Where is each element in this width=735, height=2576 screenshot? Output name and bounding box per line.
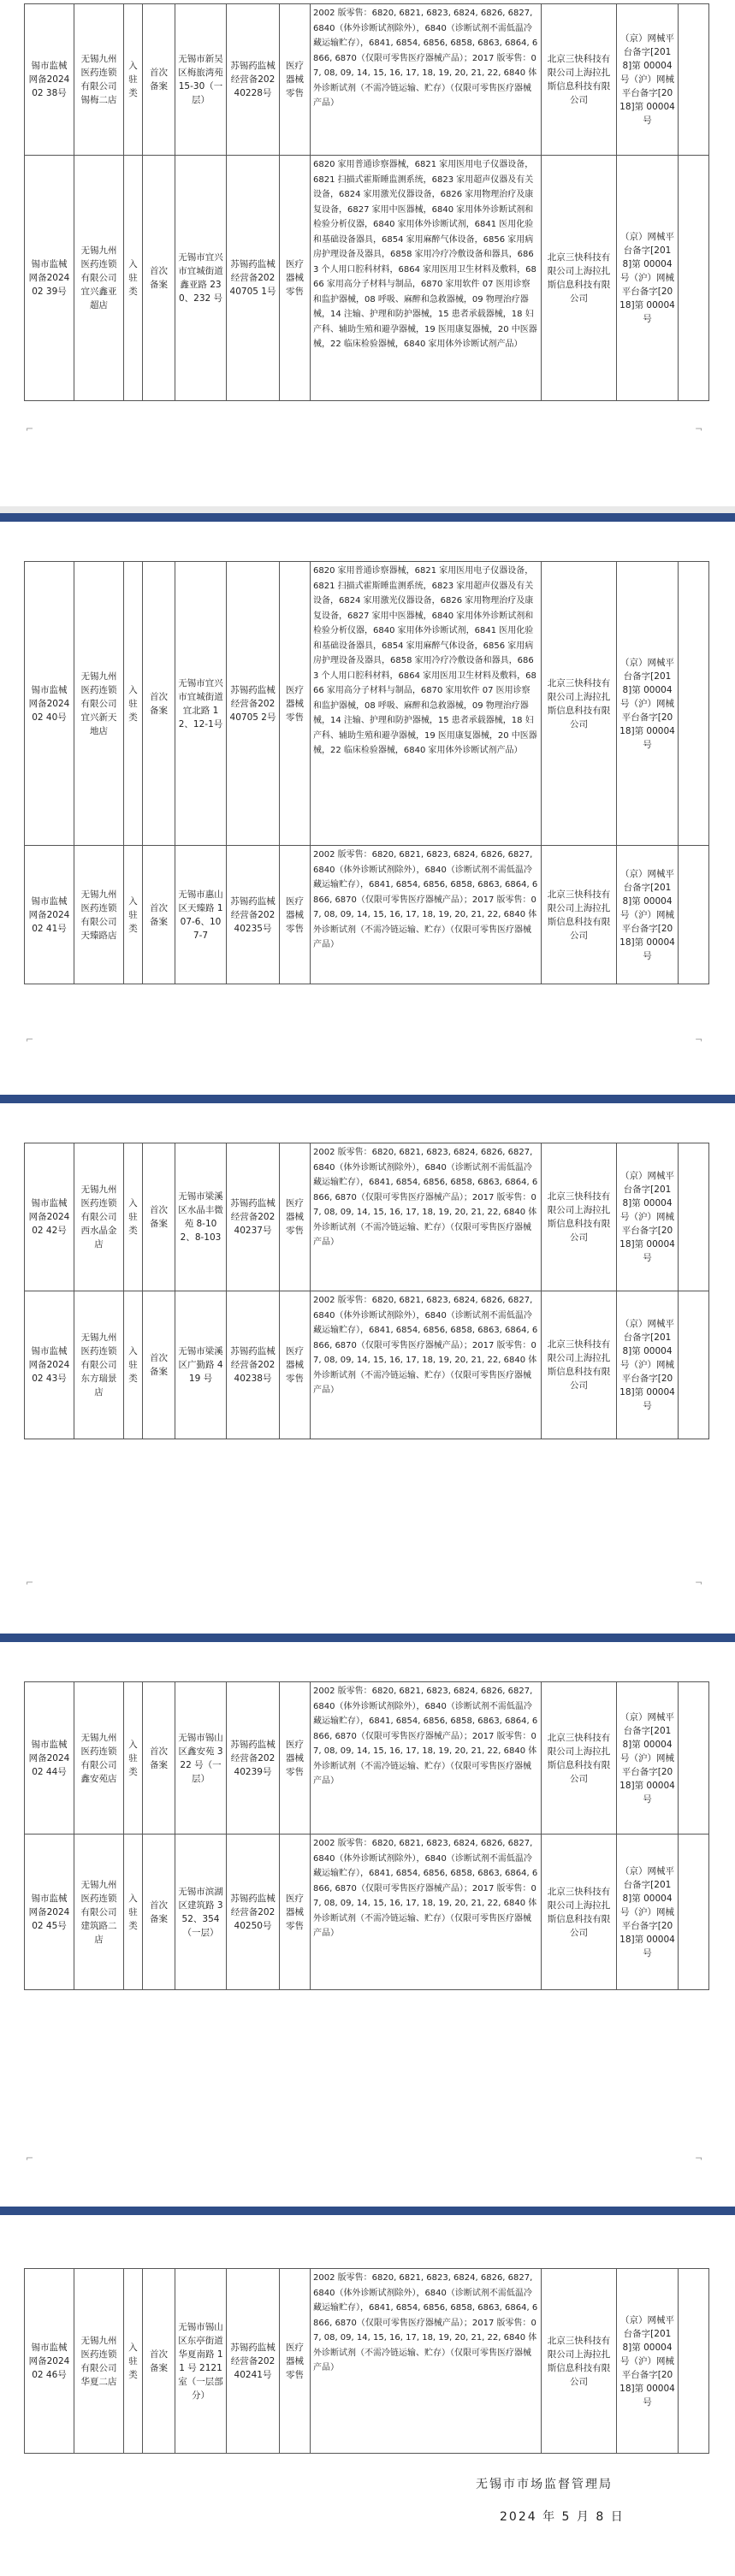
page-separator: [0, 2207, 735, 2215]
cell-org-no: 锡市监械网备202402 46号: [25, 2269, 74, 2454]
cell-item: 医疗器械零售: [280, 4, 311, 156]
page-separator: [0, 513, 735, 522]
corner-mark-right: ¬: [695, 423, 703, 434]
cell-scope: 2002 版零售：6820, 6821, 6823, 6824, 6826, 6827, 6840（体外诊断试剂除外），6840（诊断试剂不需低温冷藏运输贮存），6841, 6854, 6856, 6858, 6863, 6864, 6866, 6870（仅限可零售医疗器械产品）；2017 版零售：07, 08, 09, 14, 15, 16, 17, 18, 19, 20, 21, 22, 6840 体外诊断试剂（不需冷链运输、贮存）（仅限可零售医疗器械产品）: [311, 1682, 542, 1835]
cell-platform: 北京三快科技有限公司上海拉扎斯信息科技有限公司: [542, 4, 617, 156]
cell-category: 入驻类: [124, 1835, 143, 1990]
cell-company: 无锡九州医药连锁有限公司宜兴新天地店: [74, 562, 124, 846]
cell-record-no: 苏锡药监械经营备20240705 1号: [227, 156, 280, 401]
document-page-5: [0, 2215, 735, 2576]
cell-scope: 2002 版零售：6820, 6821, 6823, 6824, 6826, 6827, 6840（体外诊断试剂除外），6840（诊断试剂不需低温冷藏运输贮存），6841, 6854, 6856, 6858, 6863, 6864, 6866, 6870（仅限可零售医疗器械产品）；2017 版零售：07, 08, 09, 14, 15, 16, 17, 18, 19, 20, 21, 22, 6840 体外诊断试剂（不需冷链运输、贮存）（仅限可零售医疗器械产品）: [311, 4, 542, 156]
registration-table-page-4: [24, 1681, 709, 1990]
cell-platform: 北京三快科技有限公司上海拉扎斯信息科技有限公司: [542, 1291, 617, 1439]
cell-org-no: 锡市监械网备202402 38号: [25, 4, 74, 156]
document-page-3: [0, 1103, 735, 1634]
cell-record-no: 苏锡药监械经营备20240235号: [227, 846, 280, 984]
cell-platform: 北京三快科技有限公司上海拉扎斯信息科技有限公司: [542, 562, 617, 846]
cell-address: 无锡市梁溪区广勤路 419 号: [175, 1291, 227, 1439]
cell-blank: [679, 2269, 709, 2454]
cell-category: 入驻类: [124, 846, 143, 984]
cell-type: 首次备案: [143, 1143, 175, 1291]
cell-address: 无锡市宜兴市宜城街道宜北路 12、12-1号: [175, 562, 227, 846]
cell-company: 无锡九州医药连锁有限公司宜兴鑫亚超店: [74, 156, 124, 401]
registration-table-page-2: [24, 561, 709, 984]
cell-category: 入驻类: [124, 562, 143, 846]
corner-mark-right: ¬: [695, 2153, 703, 2164]
cell-platform-no: （京）网械平台备字[2018]第 00004 号（沪）网械平台备字[2018]第 00004 号: [617, 1143, 679, 1291]
cell-record-no: 苏锡药监械经营备20240228号: [227, 4, 280, 156]
cell-company: 无锡九州医药连锁有限公司东方瑞景店: [74, 1291, 124, 1439]
cell-type: 首次备案: [143, 1682, 175, 1835]
corner-mark-right: ¬: [695, 1034, 703, 1045]
issue-date: 2024 年 5 月 8 日: [500, 2510, 625, 2524]
cell-type: 首次备案: [143, 2269, 175, 2454]
cell-org-no: 锡市监械网备202402 40号: [25, 562, 74, 846]
cell-scope: 2002 版零售：6820, 6821, 6823, 6824, 6826, 6827, 6840（体外诊断试剂除外），6840（诊断试剂不需低温冷藏运输贮存），6841, 6854, 6856, 6858, 6863, 6864, 6866, 6870（仅限可零售医疗器械产品）；2017 版零售：07, 08, 09, 14, 15, 16, 17, 18, 19, 20, 21, 22, 6840 体外诊断试剂（不需冷链运输、贮存）（仅限可零售医疗器械产品）: [311, 1143, 542, 1291]
cell-type: 首次备案: [143, 1291, 175, 1439]
cell-scope: 6820 家用普通诊察器械，6821 家用医用电子仪器设备，6821 扫描式霍斯睡监测系统，6823 家用超声仪器及有关设备，6824 家用激光仪器设备，6826 家用物理治疗及康复设备，6827 家用中医器械，6840 家用体外诊断试剂和检验分析仪器，6840 家用体外诊断试剂，6841 医用化验和基础设备器具，6854 家用麻醉气体设备，6856 家用病房护理设备及器具，6858 家用冷疗冷敷设备和器具，6863 个人用口腔科材料，6864 家用医用卫生材料及敷料，6866 家用高分子材料与制品，6870 家用软件 07 医用诊察和监护器械，08 呼吸、麻醉和急救器械，09 物理治疗器械，14 注输、护理和防护器械，15 患者承载器械，18 妇产科、辅助生殖和避孕器械，19 医用康复器械，20 中医器械，22 临床检验器械，6840 家用体外诊断试剂产品）: [311, 562, 542, 846]
cell-org-no: 锡市监械网备202402 42号: [25, 1143, 74, 1291]
corner-mark-left: ⌐: [26, 423, 34, 434]
cell-category: 入驻类: [124, 156, 143, 401]
document-page-2: [0, 522, 735, 1095]
cell-record-no: 苏锡药监械经营备20240237号: [227, 1143, 280, 1291]
cell-item: 医疗器械零售: [280, 562, 311, 846]
table-row: [25, 4, 709, 156]
cell-scope: 2002 版零售：6820, 6821, 6823, 6824, 6826, 6827, 6840（体外诊断试剂除外），6840（诊断试剂不需低温冷藏运输贮存），6841, 6854, 6856, 6858, 6863, 6864, 6866, 6870（仅限可零售医疗器械产品）；2017 版零售：07, 08, 09, 14, 15, 16, 17, 18, 19, 20, 21, 22, 6840 体外诊断试剂（不需冷链运输、贮存）（仅限可零售医疗器械产品）: [311, 846, 542, 984]
cell-scope: 2002 版零售：6820, 6821, 6823, 6824, 6826, 6827, 6840（体外诊断试剂除外），6840（诊断试剂不需低温冷藏运输贮存），6841, 6854, 6856, 6858, 6863, 6864, 6866, 6870（仅限可零售医疗器械产品）；2017 版零售：07, 08, 09, 14, 15, 16, 17, 18, 19, 20, 21, 22, 6840 体外诊断试剂（不需冷链运输、贮存）（仅限可零售医疗器械产品）: [311, 2269, 542, 2454]
cell-company: 无锡九州医药连锁有限公司西水晶金店: [74, 1143, 124, 1291]
table-row: [25, 562, 709, 846]
cell-address: 无锡市梁溪区水晶丰微苑 8-102、8-103: [175, 1143, 227, 1291]
cell-platform-no: （京）网械平台备字[2018]第 00004 号（沪）网械平台备字[2018]第 00004 号: [617, 1835, 679, 1990]
cell-platform-no: （京）网械平台备字[2018]第 00004 号（沪）网械平台备字[2018]第 00004 号: [617, 846, 679, 984]
cell-record-no: 苏锡药监械经营备20240238号: [227, 1291, 280, 1439]
cell-category: 入驻类: [124, 1143, 143, 1291]
cell-scope: 2002 版零售：6820, 6821, 6823, 6824, 6826, 6827, 6840（体外诊断试剂除外），6840（诊断试剂不需低温冷藏运输贮存），6841, 6854, 6856, 6858, 6863, 6864, 6866, 6870（仅限可零售医疗器械产品）；2017 版零售：07, 08, 09, 14, 15, 16, 17, 18, 19, 20, 21, 22, 6840 体外诊断试剂（不需冷链运输、贮存）（仅限可零售医疗器械产品）: [311, 1291, 542, 1439]
cell-platform: 北京三快科技有限公司上海拉扎斯信息科技有限公司: [542, 1682, 617, 1835]
cell-type: 首次备案: [143, 846, 175, 984]
table-row: [25, 1682, 709, 1835]
cell-platform-no: （京）网械平台备字[2018]第 00004 号（沪）网械平台备字[2018]第 00004 号: [617, 156, 679, 401]
cell-blank: [679, 1835, 709, 1990]
document-page-4: [0, 1642, 735, 2207]
cell-platform: 北京三快科技有限公司上海拉扎斯信息科技有限公司: [542, 1835, 617, 1990]
cell-category: 入驻类: [124, 2269, 143, 2454]
table-row: [25, 1143, 709, 1291]
cell-platform: 北京三快科技有限公司上海拉扎斯信息科技有限公司: [542, 2269, 617, 2454]
cell-org-no: 锡市监械网备202402 41号: [25, 846, 74, 984]
cell-company: 无锡九州医药连锁有限公司建筑路二店: [74, 1835, 124, 1990]
cell-blank: [679, 562, 709, 846]
cell-address: 无锡市锡山区鑫安苑 322 号（一层）: [175, 1682, 227, 1835]
cell-item: 医疗器械零售: [280, 1835, 311, 1990]
cell-org-no: 锡市监械网备202402 39号: [25, 156, 74, 401]
cell-category: 入驻类: [124, 4, 143, 156]
cell-item: 医疗器械零售: [280, 1682, 311, 1835]
cell-platform: 北京三快科技有限公司上海拉扎斯信息科技有限公司: [542, 1143, 617, 1291]
registration-table-page-5: [24, 2268, 709, 2454]
cell-category: 入驻类: [124, 1291, 143, 1439]
cell-type: 首次备案: [143, 156, 175, 401]
cell-type: 首次备案: [143, 562, 175, 846]
cell-record-no: 苏锡药监械经营备20240241号: [227, 2269, 280, 2454]
cell-category: 入驻类: [124, 1682, 143, 1835]
cell-company: 无锡九州医药连锁有限公司鑫安苑店: [74, 1682, 124, 1835]
page-separator: [0, 1634, 735, 1642]
cell-record-no: 苏锡药监械经营备20240250号: [227, 1835, 280, 1990]
table-row: [25, 846, 709, 984]
corner-mark-left: ⌐: [26, 1034, 34, 1045]
cell-item: 医疗器械零售: [280, 2269, 311, 2454]
cell-org-no: 锡市监械网备202402 44号: [25, 1682, 74, 1835]
registration-table-page-1: [24, 3, 709, 401]
cell-blank: [679, 1682, 709, 1835]
cell-item: 医疗器械零售: [280, 846, 311, 984]
cell-address: 无锡市惠山区天臻路 107-6、107-7: [175, 846, 227, 984]
cell-blank: [679, 1291, 709, 1439]
cell-record-no: 苏锡药监械经营备20240239号: [227, 1682, 280, 1835]
cell-company: 无锡九州医药连锁有限公司锡梅二店: [74, 4, 124, 156]
cell-blank: [679, 846, 709, 984]
cell-scope: 2002 版零售：6820, 6821, 6823, 6824, 6826, 6827, 6840（体外诊断试剂除外），6840（诊断试剂不需低温冷藏运输贮存），6841, 6854, 6856, 6858, 6863, 6864, 6866, 6870（仅限可零售医疗器械产品）；2017 版零售：07, 08, 09, 14, 15, 16, 17, 18, 19, 20, 21, 22, 6840 体外诊断试剂（不需冷链运输、贮存）（仅限可零售医疗器械产品）: [311, 1835, 542, 1990]
cell-record-no: 苏锡药监械经营备20240705 2号: [227, 562, 280, 846]
cell-type: 首次备案: [143, 4, 175, 156]
table-row: [25, 1835, 709, 1990]
cell-platform: 北京三快科技有限公司上海拉扎斯信息科技有限公司: [542, 156, 617, 401]
cell-address: 无锡市滨湖区建筑路 352、354（一层）: [175, 1835, 227, 1990]
corner-mark-left: ⌐: [26, 1577, 34, 1588]
cell-platform-no: （京）网械平台备字[2018]第 00004 号（沪）网械平台备字[2018]第 00004 号: [617, 4, 679, 156]
corner-mark-left: ⌐: [26, 2153, 34, 2164]
cell-platform: 北京三快科技有限公司上海拉扎斯信息科技有限公司: [542, 846, 617, 984]
cell-address: 无锡市宜兴市宜城街道鑫亚路 230、232 号: [175, 156, 227, 401]
cell-scope: 6820 家用普通诊察器械，6821 家用医用电子仪器设备，6821 扫描式霍斯睡监测系统，6823 家用超声仪器及有关设备，6824 家用激光仪器设备，6826 家用物理治疗及康复设备，6827 家用中医器械，6840 家用体外诊断试剂和检验分析仪器，6840 家用体外诊断试剂，6841 医用化验和基础设备器具，6854 家用麻醉气体设备，6856 家用病房护理设备及器具，6858 家用冷疗冷敷设备和器具，6863 个人用口腔科材料，6864 家用医用卫生材料及敷料，6866 家用高分子材料与制品，6870 家用软件 07 医用诊察和监护器械，08 呼吸、麻醉和急救器械，09 物理治疗器械，14 注输、护理和防护器械，15 患者承载器械，18 妇产科、辅助生殖和避孕器械，19 医用康复器械，20 中医器械，22 临床检验器械，6840 家用体外诊断试剂产品）: [311, 156, 542, 401]
cell-org-no: 锡市监械网备202402 45号: [25, 1835, 74, 1990]
cell-platform-no: （京）网械平台备字[2018]第 00004 号（沪）网械平台备字[2018]第 00004 号: [617, 2269, 679, 2454]
cell-address: 无锡市新吴区梅旅湾苑 15-30（一层）: [175, 4, 227, 156]
cell-blank: [679, 156, 709, 401]
cell-type: 首次备案: [143, 1835, 175, 1990]
cell-blank: [679, 4, 709, 156]
cell-platform-no: （京）网械平台备字[2018]第 00004 号（沪）网械平台备字[2018]第 00004 号: [617, 1682, 679, 1835]
document-page-1: [0, 0, 735, 506]
cell-company: 无锡九州医药连锁有限公司华夏二店: [74, 2269, 124, 2454]
cell-platform-no: （京）网械平台备字[2018]第 00004 号（沪）网械平台备字[2018]第 00004 号: [617, 562, 679, 846]
table-row: [25, 1291, 709, 1439]
cell-address: 无锡市锡山区东亭街道华夏南路 11 号 2121 室（一层部分）: [175, 2269, 227, 2454]
table-row: [25, 2269, 709, 2454]
cell-item: 医疗器械零售: [280, 1291, 311, 1439]
issuer-name: 无锡市市场监督管理局: [476, 2478, 613, 2491]
table-row: [25, 156, 709, 401]
cell-org-no: 锡市监械网备202402 43号: [25, 1291, 74, 1439]
cell-company: 无锡九州医药连锁有限公司天臻路店: [74, 846, 124, 984]
cell-platform-no: （京）网械平台备字[2018]第 00004 号（沪）网械平台备字[2018]第 00004 号: [617, 1291, 679, 1439]
page-separator: [0, 1095, 735, 1103]
registration-table-page-3: [24, 1143, 709, 1439]
cell-blank: [679, 1143, 709, 1291]
cell-item: 医疗器械零售: [280, 1143, 311, 1291]
cell-item: 医疗器械零售: [280, 156, 311, 401]
corner-mark-right: ¬: [695, 1577, 703, 1588]
